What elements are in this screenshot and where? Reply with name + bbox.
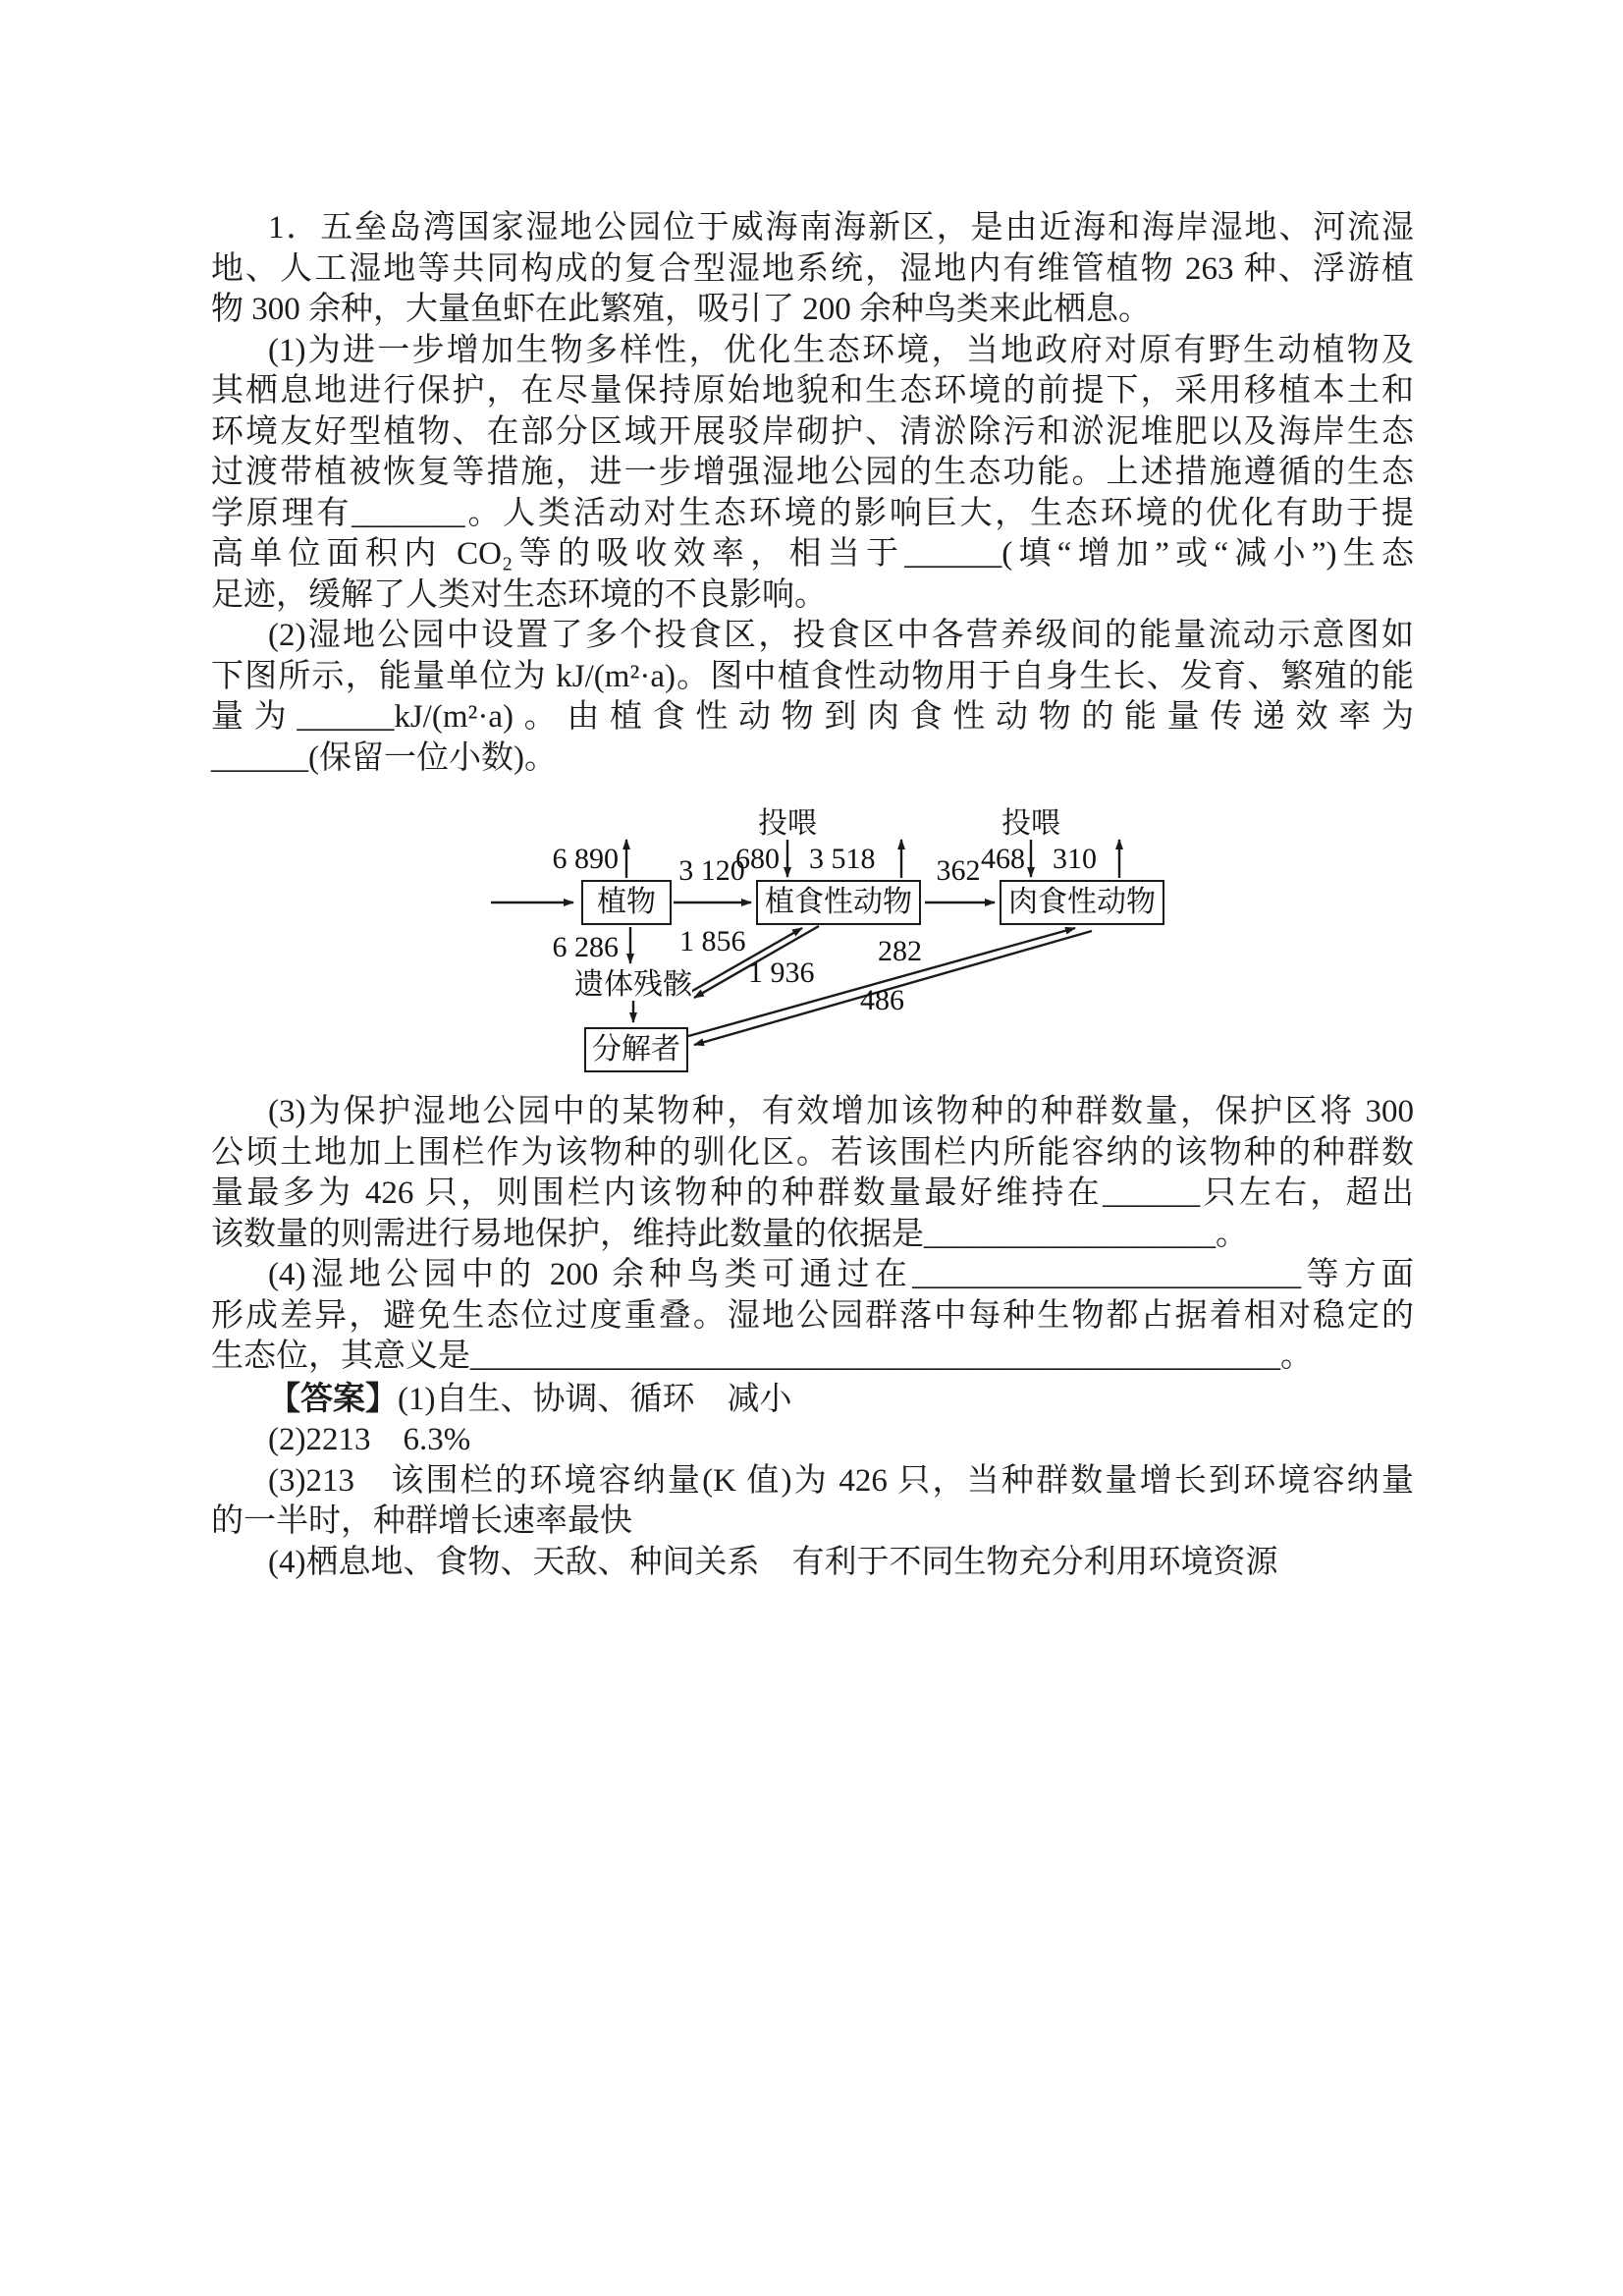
text-line: (1)为进一步增加生物多样性，优化生态环境，当地政府对原有野生动植物及 (268, 332, 1414, 368)
value-feed-carnivores: 468 (981, 843, 1025, 875)
node-plants-label: 植物 (597, 886, 656, 918)
text-line: 公顷土地加上围栏作为该物种的驯化区。若该围栏内所能容纳的该物种的种群数 (211, 1134, 1414, 1171)
text-line: (3)213 该围栏的环境容纳量(K 值)为 426 只，当种群数量增长到环境容纳量 (268, 1462, 1414, 1499)
text-line: 环境友好型植物、在部分区域开展驳岸砌护、清淤除污和淤泥堆肥以及海岸生态 (211, 413, 1414, 450)
value-plants-to-remains: 6 286 (552, 931, 619, 963)
feed-label-1: 投喂 (758, 807, 817, 840)
text-line: 足迹，缓解了人类对生态环境的不良影响。 (211, 576, 827, 613)
value-plants-to-herbivores: 3 120 (678, 854, 745, 887)
text-line: (4)湿地公园中的 200 余种鸟类可通过在________________________等方面 (268, 1257, 1414, 1292)
node-remains: 遗体残骸 (574, 968, 692, 1001)
node-herbivores (756, 880, 921, 925)
text-line: 的一半时，种群增长速率最快 (211, 1503, 632, 1539)
text-line: 量最多为 426 只，则围栏内该物种的种群数量最好维持在______只左右，超出 (211, 1175, 1414, 1211)
node-carnivores (1000, 880, 1164, 925)
value-pair2-lower: 486 (860, 984, 904, 1016)
node-decomposers (584, 1027, 688, 1072)
text-line: (3)为保护湿地公园中的某物种，有效增加该物种的种群数量，保护区将 300 (268, 1094, 1414, 1129)
energy-flow-diagram (363, 800, 1198, 1090)
value-feed-herbivores: 680 (735, 843, 780, 875)
text-line: 1．五垒岛湾国家湿地公园位于威海南海新区，是由近海和海岸湿地、河流湿 (268, 210, 1414, 246)
value-herbivores-up: 3 518 (809, 843, 876, 875)
text-line: 量为______kJ/(m²·a)。由植食性动物到肉食性动物的能量传递效率为 (211, 699, 1414, 735)
text-line: (4)栖息地、食物、天敌、种间关系 有利于不同生物充分利用环境资源 (268, 1544, 1278, 1580)
feed-label-2: 投喂 (1001, 807, 1060, 840)
node-carnivores-label: 肉食性动物 (1008, 886, 1156, 918)
text-line: 该数量的则需进行易地保护，维持此数量的依据是__________________。 (211, 1216, 1248, 1252)
text-line: 【答案】(1)自生、协调、循环 减小 (268, 1379, 792, 1417)
text-line: 地、人工湿地等共同构成的复合型湿地系统，湿地内有维管植物 263 种、浮游植 (211, 250, 1414, 287)
text-line: 物 300 余种，大量鱼虾在此繁殖，吸引了 200 余种鸟类来此栖息。 (211, 292, 1151, 327)
text-line: 过渡带植被恢复等措施，进一步增强湿地公园的生态功能。上述措施遵循的生态 (211, 455, 1414, 490)
value-plants-up: 6 890 (552, 843, 619, 875)
node-herbivores-label: 植食性动物 (765, 886, 912, 918)
answer-label: 【答案】 (268, 1379, 398, 1416)
node-plants (581, 880, 672, 925)
value-carnivores-up: 310 (1053, 843, 1097, 875)
text-line: 形成差异，避免生态位过度重叠。湿地公园群落中每种生物都占据着相对稳定的 (211, 1297, 1414, 1334)
text-line: 其栖息地进行保护，在尽量保持原始地貌和生态环境的前提下，采用移植本土和 (211, 373, 1414, 409)
question-text-block (211, 208, 1414, 779)
text-line: 高单位面积内 CO₂等的吸收效率，相当于______(填“增加”或“减小”)生态 (211, 536, 1414, 572)
value-pair1-upper: 1 856 (679, 925, 746, 957)
text-line: (2)2213 6.3% (268, 1422, 471, 1457)
text-line: 生态位，其意义是__________________________________________________。 (211, 1339, 1313, 1374)
value-pair1-lower: 1 936 (748, 957, 815, 989)
text-line: ______(保留一位小数)。 (211, 739, 557, 776)
node-decomposers-label: 分解者 (592, 1033, 680, 1066)
text-line: 学原理有_______。人类活动对生态环境的影响巨大，生态环境的优化有助于提 (211, 495, 1414, 531)
text-line: 下图所示，能量单位为 kJ/(m²·a)。图中植食性动物用于自身生长、发育、繁殖的能 (211, 658, 1414, 694)
answer-text-block (211, 1092, 1414, 1583)
value-pair2-upper: 282 (878, 935, 922, 967)
value-herbivores-to-carnivores: 362 (936, 854, 981, 887)
text-line: (2)湿地公园中设置了多个投食区，投食区中各营养级间的能量流动示意图如 (268, 618, 1414, 653)
